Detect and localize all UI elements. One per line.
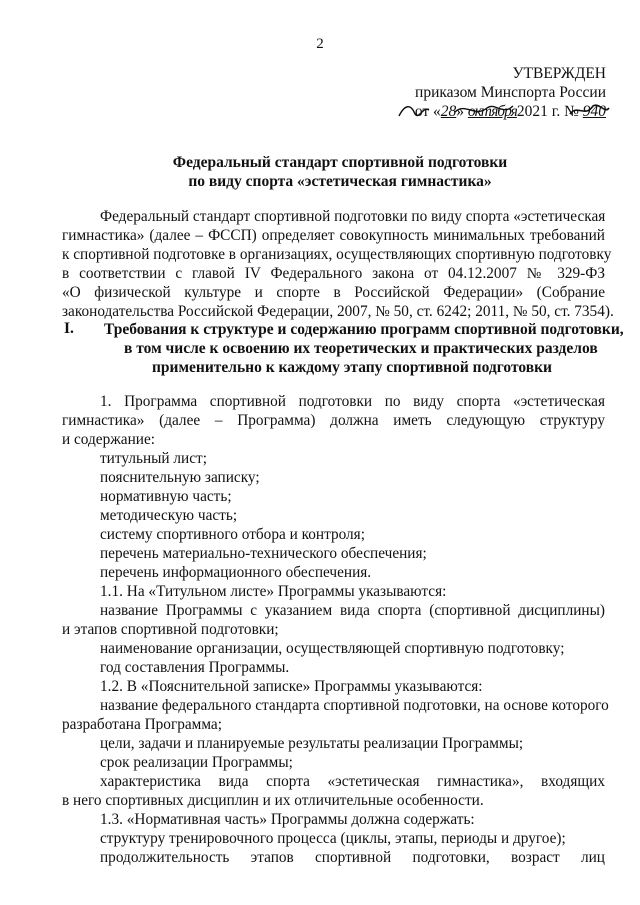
- intro-line: к спортивной подготовке в организациях, осуществляющих спортивную подготовку: [62, 246, 612, 263]
- p1-3-heading: 1.3. «Нормативная часть» Программы должна содержать:: [100, 811, 475, 828]
- structure-item: перечень материально-технического обеспечения;: [100, 545, 427, 562]
- approval-heading: УТВЕРЖДЕН: [512, 65, 606, 82]
- p1-3-item: структуру тренировочного процесса (циклы, этапы, периоды и другое);: [100, 830, 566, 847]
- order-number: 940: [582, 103, 606, 120]
- p1-line2: гимнастика» (далее – Программа) должна иметь следующую структуру: [62, 412, 605, 429]
- p1-2-item: название федерального стандарта спортивной подготовки, на основе которого: [100, 697, 609, 714]
- p1-3-item: продолжительность этапов спортивной подготовки, возраст лиц: [100, 849, 605, 866]
- structure-item: пояснительную записку;: [100, 469, 260, 486]
- p1-line1: 1. Программа спортивной подготовки по виду спорта «эстетическая: [100, 393, 605, 410]
- date-month: октября: [467, 103, 517, 120]
- date-day: 28: [440, 103, 457, 120]
- p1-2-item: цели, задачи и планируемые результаты реализации Программы;: [100, 735, 524, 752]
- intro-line: «О физической культуре и спорте в Российской Федерации» (Собрание: [62, 284, 605, 301]
- section-number: I.: [64, 320, 74, 337]
- p1-1-item: год составления Программы.: [100, 659, 290, 676]
- p1-2-item: характеристика вида спорта «эстетическая гимнастика», входящих: [100, 773, 605, 790]
- structure-item: титульный лист;: [100, 450, 207, 467]
- p1-2-item-cont: в него спортивных дисциплин и их отличительные особенности.: [62, 792, 484, 809]
- p1-1-item-cont: и этапов спортивной подготовки;: [62, 621, 279, 638]
- structure-item: методическую часть;: [100, 507, 238, 524]
- structure-item: систему спортивного отбора и контроля;: [100, 526, 365, 543]
- intro-line: законодательства Российской Федерации, 2007, № 50, ст. 6242; 2011, № 50, ст. 7354).: [62, 303, 614, 320]
- intro-line: в соответствии с главой IV Федерального закона от 04.12.2007 № 329-ФЗ: [62, 265, 605, 282]
- section-heading-line3: применительно к каждому этапу спортивной подготовки: [152, 359, 552, 376]
- date-prefix: от «: [414, 103, 441, 120]
- p1-1-item: название Программы с указанием вида спорта (спортивной дисциплины): [100, 602, 605, 619]
- date-mid: »: [456, 103, 468, 120]
- document-title-line1: Федеральный стандарт спортивной подготовки: [172, 154, 508, 171]
- intro-line: Федеральный стандарт спортивной подготовки по виду спорта «эстетическая: [100, 208, 606, 225]
- p1-line3: и содержание:: [62, 431, 155, 448]
- p1-2-item: срок реализации Программы;: [100, 754, 293, 771]
- handwritten-date-ink: [395, 98, 615, 124]
- p1-2-heading: 1.2. В «Пояснительной записке» Программы указываются:: [100, 678, 483, 695]
- p1-1-heading: 1.1. На «Титульном листе» Программы указываются:: [100, 583, 447, 600]
- document-title-line2: по виду спорта «эстетическая гимнастика»: [188, 173, 492, 190]
- p1-2-item-cont: разработана Программа;: [62, 716, 222, 733]
- approval-order-line: приказом Минспорта России: [415, 84, 606, 101]
- structure-item: перечень информационного обеспечения.: [100, 564, 372, 581]
- p1-1-item: наименование организации, осуществляющей спортивную подготовку;: [100, 640, 565, 657]
- section-heading-line2: в том числе к освоению их теоретических и практических разделов: [124, 340, 598, 357]
- intro-line: гимнастика» (далее – ФССП) определяет совокупность минимальных требований: [62, 227, 605, 244]
- section-heading-line1: Требования к структуре и содержанию программ спортивной подготовки,: [104, 321, 624, 338]
- structure-item: нормативную часть;: [100, 488, 232, 505]
- date-year: 2021 г. №: [516, 103, 579, 120]
- page-number: 2: [316, 36, 324, 52]
